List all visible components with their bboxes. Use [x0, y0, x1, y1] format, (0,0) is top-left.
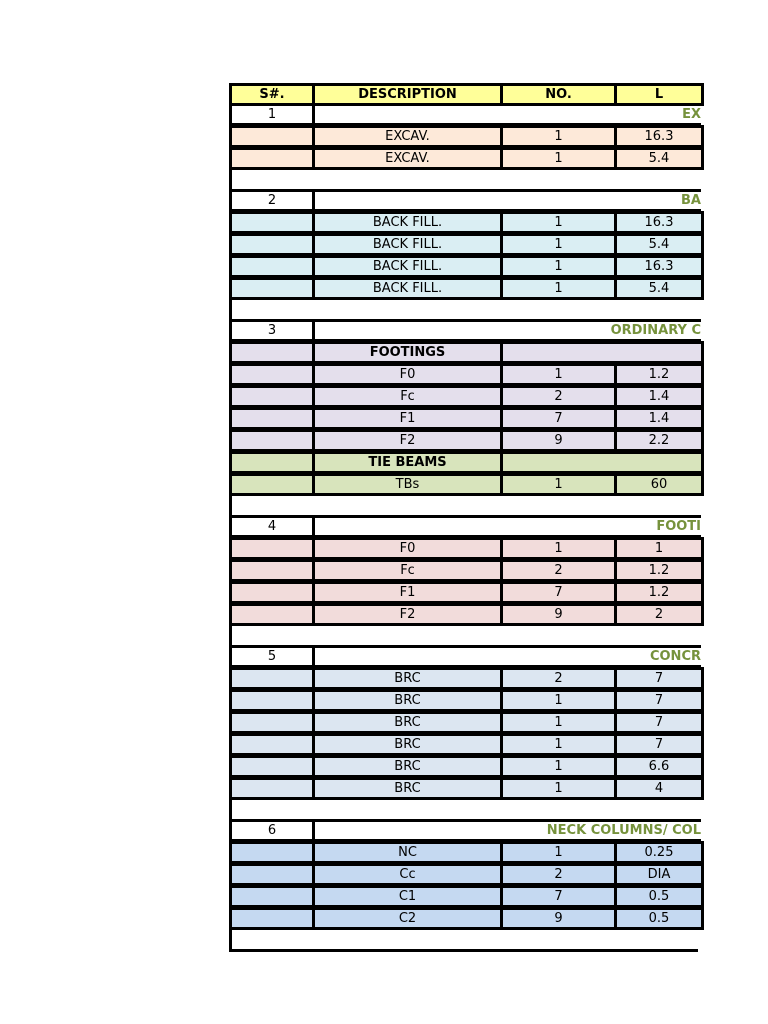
- description-cell[interactable]: F0: [312, 363, 503, 386]
- table-row: [229, 755, 698, 778]
- description-cell[interactable]: F1: [312, 581, 503, 604]
- section-number[interactable]: 3: [229, 319, 315, 342]
- spacer-row: [229, 929, 701, 951]
- sn-cell[interactable]: [229, 407, 315, 430]
- no-cell[interactable]: 1: [500, 125, 617, 148]
- sn-cell[interactable]: [229, 777, 315, 800]
- section-title[interactable]: CONCR: [312, 645, 701, 668]
- description-cell[interactable]: BACK FILL.: [312, 233, 503, 256]
- sn-cell[interactable]: [229, 473, 315, 496]
- table-row: [229, 841, 698, 864]
- table-row: [229, 559, 698, 582]
- sn-cell[interactable]: [229, 341, 315, 364]
- description-cell[interactable]: F2: [312, 603, 503, 626]
- sn-cell[interactable]: [229, 277, 315, 300]
- l-cell[interactable]: 1.4: [614, 385, 704, 408]
- section-title[interactable]: FOOTI: [312, 515, 701, 538]
- sn-cell[interactable]: [229, 451, 315, 474]
- l-cell[interactable]: 7: [614, 733, 704, 756]
- l-cell[interactable]: 0.5: [614, 907, 704, 930]
- header-l[interactable]: L: [614, 83, 704, 106]
- sn-cell[interactable]: [229, 689, 315, 712]
- table-row: [229, 667, 698, 690]
- no-cell[interactable]: 7: [500, 407, 617, 430]
- description-cell[interactable]: BACK FILL.: [312, 277, 503, 300]
- l-cell[interactable]: 7: [614, 689, 704, 712]
- no-cell[interactable]: 7: [500, 581, 617, 604]
- header-sn[interactable]: S#.: [229, 83, 315, 106]
- description-cell[interactable]: BRC: [312, 777, 503, 800]
- table-row: [229, 885, 698, 908]
- section-number[interactable]: 2: [229, 189, 315, 212]
- table-row: [229, 407, 698, 430]
- sn-cell[interactable]: [229, 667, 315, 690]
- sn-cell[interactable]: [229, 211, 315, 234]
- description-cell[interactable]: BRC: [312, 755, 503, 778]
- table-row: [229, 211, 698, 234]
- description-cell[interactable]: F1: [312, 407, 503, 430]
- table-row: [229, 473, 698, 496]
- section-title-row: [229, 319, 701, 342]
- sn-cell[interactable]: [229, 733, 315, 756]
- no-cell[interactable]: 1: [500, 147, 617, 170]
- description-cell[interactable]: BRC: [312, 689, 503, 712]
- section-title-row: [229, 515, 701, 538]
- table-row: [229, 863, 698, 886]
- description-cell[interactable]: Fc: [312, 385, 503, 408]
- sn-cell[interactable]: [229, 125, 315, 148]
- l-cell[interactable]: 7: [614, 711, 704, 734]
- section-title-row: [229, 819, 701, 842]
- section-number[interactable]: 1: [229, 103, 315, 126]
- spacer-row: [229, 625, 701, 647]
- l-cell[interactable]: 2.2: [614, 429, 704, 452]
- sn-cell[interactable]: [229, 429, 315, 452]
- subheading-cell[interactable]: FOOTINGS: [312, 341, 503, 364]
- description-cell[interactable]: TBs: [312, 473, 503, 496]
- description-cell[interactable]: EXCAV.: [312, 147, 503, 170]
- table-row: [229, 907, 698, 930]
- no-cell[interactable]: 1: [500, 689, 617, 712]
- no-cell[interactable]: 1: [500, 733, 617, 756]
- section-title-row: [229, 645, 701, 668]
- table-row: [229, 233, 698, 256]
- spacer-row: [229, 169, 701, 191]
- table-row: [229, 689, 698, 712]
- sn-cell[interactable]: [229, 603, 315, 626]
- section-title[interactable]: NECK COLUMNS/ COL: [312, 819, 701, 842]
- l-cell[interactable]: 1.2: [614, 581, 704, 604]
- description-cell[interactable]: Cc: [312, 863, 503, 886]
- description-cell[interactable]: BACK FILL.: [312, 255, 503, 278]
- l-cell[interactable]: 60: [614, 473, 704, 496]
- table-bottom-border: [229, 949, 698, 952]
- blank-cell[interactable]: [500, 341, 704, 364]
- blank-cell[interactable]: [500, 451, 704, 474]
- section-title-row: [229, 103, 701, 126]
- sn-cell[interactable]: [229, 385, 315, 408]
- table-row: [229, 363, 698, 386]
- table-row: [229, 125, 698, 148]
- table-row: [229, 733, 698, 756]
- section-title[interactable]: BA: [312, 189, 701, 212]
- l-cell[interactable]: 5.4: [614, 277, 704, 300]
- description-cell[interactable]: NC: [312, 841, 503, 864]
- l-cell[interactable]: 5.4: [614, 233, 704, 256]
- l-cell[interactable]: 0.25: [614, 841, 704, 864]
- no-cell[interactable]: 9: [500, 907, 617, 930]
- table-row: [229, 451, 698, 474]
- l-cell[interactable]: 1.2: [614, 363, 704, 386]
- l-cell[interactable]: 1: [614, 537, 704, 560]
- subheading-cell[interactable]: TIE BEAMS: [312, 451, 503, 474]
- l-cell[interactable]: DIA: [614, 863, 704, 886]
- l-cell[interactable]: 4: [614, 777, 704, 800]
- table-row: [229, 429, 698, 452]
- no-cell[interactable]: 1: [500, 537, 617, 560]
- table-row: [229, 385, 698, 408]
- l-cell[interactable]: 16.3: [614, 255, 704, 278]
- table-row: [229, 603, 698, 626]
- sn-cell[interactable]: [229, 841, 315, 864]
- table-row: [229, 537, 698, 560]
- table-row: [229, 341, 698, 364]
- no-cell[interactable]: 1: [500, 255, 617, 278]
- l-cell[interactable]: 1.4: [614, 407, 704, 430]
- sn-cell[interactable]: [229, 885, 315, 908]
- sn-cell[interactable]: [229, 537, 315, 560]
- sn-cell[interactable]: [229, 711, 315, 734]
- l-cell[interactable]: 0.5: [614, 885, 704, 908]
- l-cell[interactable]: 2: [614, 603, 704, 626]
- no-cell[interactable]: 2: [500, 559, 617, 582]
- table-row: [229, 777, 698, 800]
- no-cell[interactable]: 1: [500, 777, 617, 800]
- spreadsheet-table: [229, 83, 701, 956]
- description-cell[interactable]: EXCAV.: [312, 125, 503, 148]
- sn-cell[interactable]: [229, 755, 315, 778]
- sn-cell[interactable]: [229, 363, 315, 386]
- no-cell[interactable]: 9: [500, 429, 617, 452]
- no-cell[interactable]: 1: [500, 363, 617, 386]
- no-cell[interactable]: 2: [500, 863, 617, 886]
- section-title[interactable]: ORDINARY C: [312, 319, 701, 342]
- l-cell[interactable]: 1.2: [614, 559, 704, 582]
- no-cell[interactable]: 2: [500, 667, 617, 690]
- no-cell[interactable]: 2: [500, 385, 617, 408]
- no-cell[interactable]: 1: [500, 277, 617, 300]
- l-cell[interactable]: 5.4: [614, 147, 704, 170]
- header-no[interactable]: NO.: [500, 83, 617, 106]
- l-cell[interactable]: 16.3: [614, 125, 704, 148]
- description-cell[interactable]: F0: [312, 537, 503, 560]
- no-cell[interactable]: 9: [500, 603, 617, 626]
- description-cell[interactable]: C1: [312, 885, 503, 908]
- section-title-row: [229, 189, 701, 212]
- table-row: [229, 711, 698, 734]
- section-number[interactable]: 6: [229, 819, 315, 842]
- spacer-row: [229, 799, 701, 821]
- table-row: [229, 147, 698, 170]
- sn-cell[interactable]: [229, 863, 315, 886]
- no-cell[interactable]: 1: [500, 711, 617, 734]
- description-cell[interactable]: Fc: [312, 559, 503, 582]
- sn-cell[interactable]: [229, 907, 315, 930]
- l-cell[interactable]: 16.3: [614, 211, 704, 234]
- description-cell[interactable]: BRC: [312, 667, 503, 690]
- spacer-row: [229, 495, 701, 517]
- sn-cell[interactable]: [229, 581, 315, 604]
- sn-cell[interactable]: [229, 233, 315, 256]
- description-cell[interactable]: F2: [312, 429, 503, 452]
- section-title[interactable]: EX: [312, 103, 701, 126]
- section-number[interactable]: 5: [229, 645, 315, 668]
- description-cell[interactable]: C2: [312, 907, 503, 930]
- no-cell[interactable]: 1: [500, 755, 617, 778]
- description-cell[interactable]: BRC: [312, 711, 503, 734]
- table-row: [229, 255, 698, 278]
- l-cell[interactable]: 6.6: [614, 755, 704, 778]
- description-cell[interactable]: BACK FILL.: [312, 211, 503, 234]
- table-row: [229, 581, 698, 604]
- sn-cell[interactable]: [229, 255, 315, 278]
- sn-cell[interactable]: [229, 147, 315, 170]
- section-number[interactable]: 4: [229, 515, 315, 538]
- header-description[interactable]: DESCRIPTION: [312, 83, 503, 106]
- no-cell[interactable]: 1: [500, 473, 617, 496]
- no-cell[interactable]: 1: [500, 211, 617, 234]
- sn-cell[interactable]: [229, 559, 315, 582]
- description-cell[interactable]: BRC: [312, 733, 503, 756]
- no-cell[interactable]: 1: [500, 233, 617, 256]
- l-cell[interactable]: 7: [614, 667, 704, 690]
- spacer-row: [229, 299, 701, 321]
- no-cell[interactable]: 7: [500, 885, 617, 908]
- table-row: [229, 277, 698, 300]
- no-cell[interactable]: 1: [500, 841, 617, 864]
